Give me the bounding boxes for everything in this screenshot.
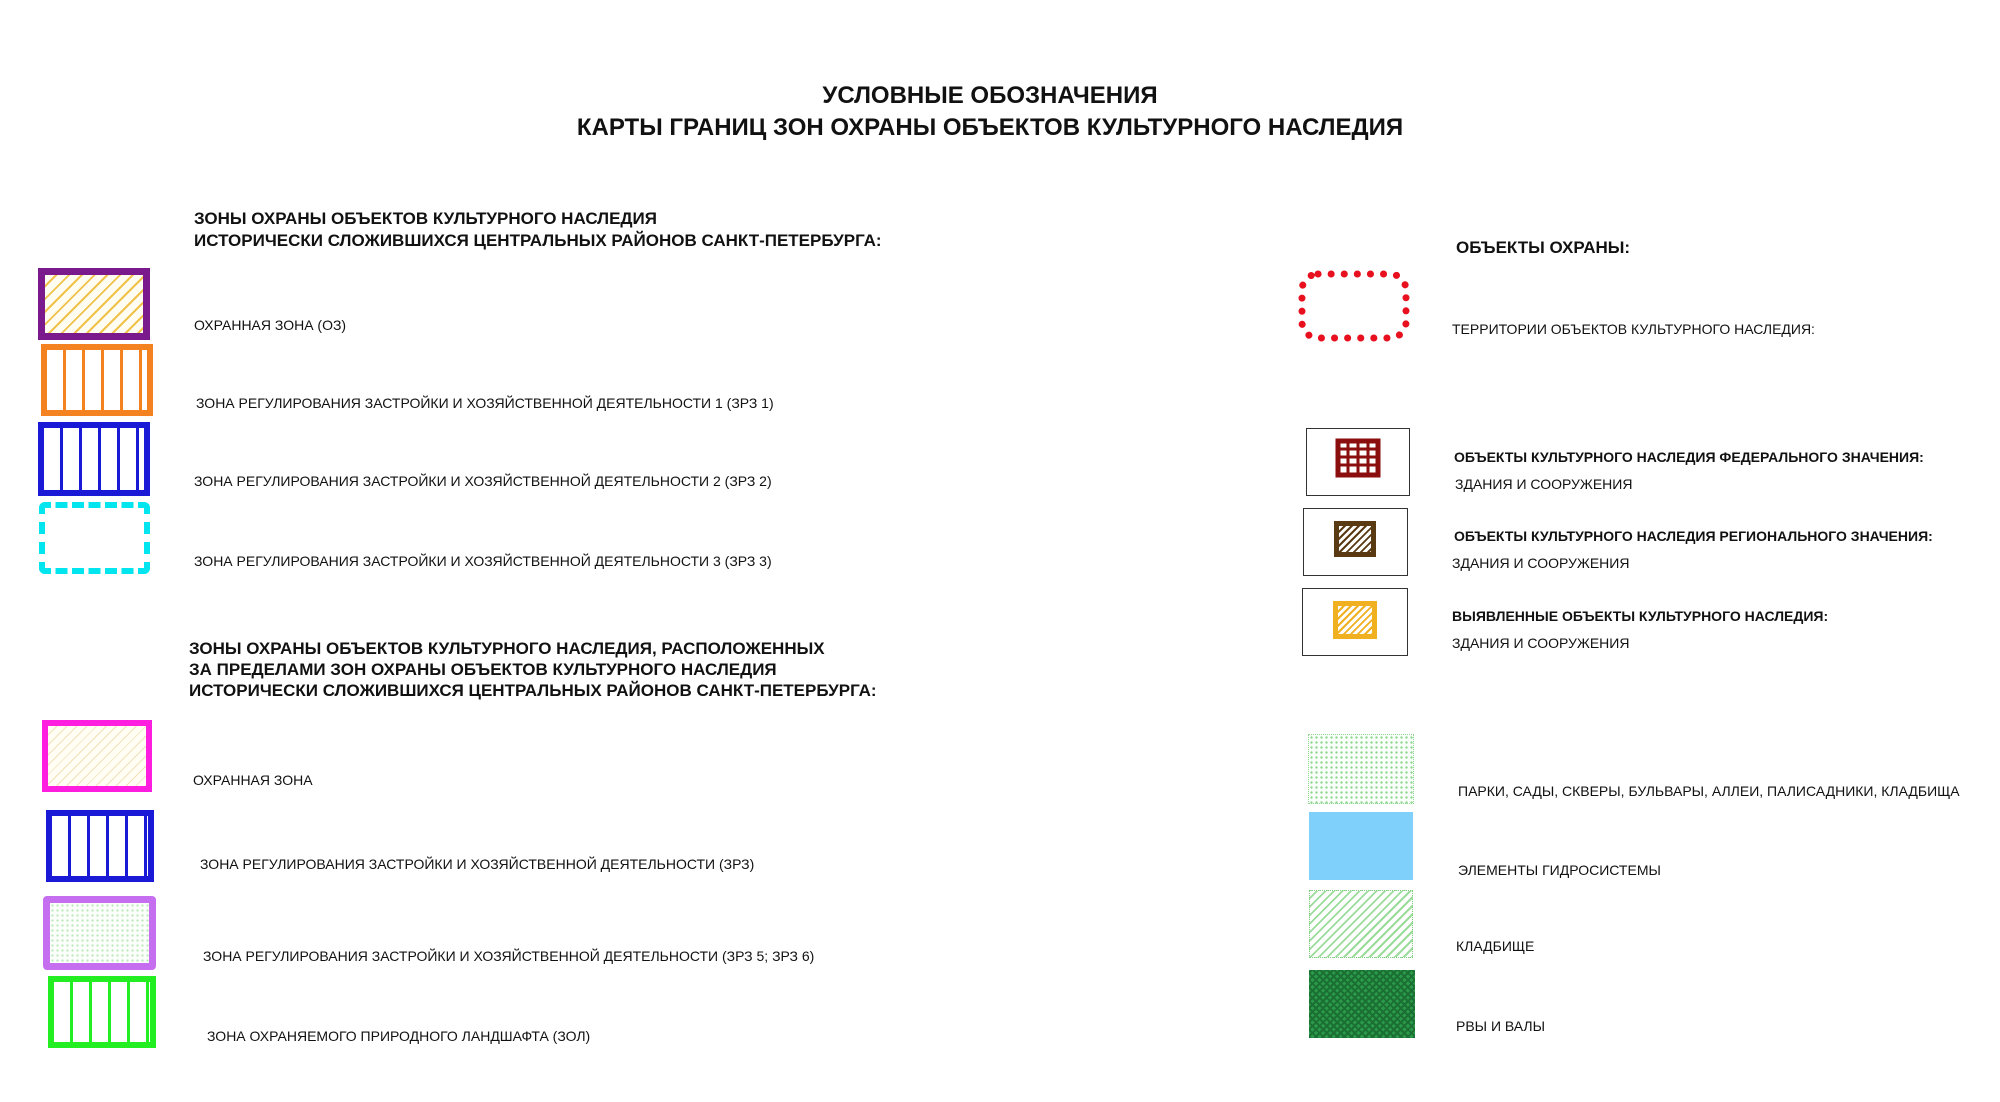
federal-object-sub: ЗДАНИЯ И СООРУЖЕНИЯ bbox=[1455, 476, 1633, 492]
federal-object-heading: ОБЪЕКТЫ КУЛЬТУРНОГО НАСЛЕДИЯ ФЕДЕРАЛЬНОГО ЗНАЧЕНИЯ: bbox=[1454, 449, 1924, 465]
water-symbol bbox=[1309, 812, 1413, 880]
parks-label: ПАРКИ, САДЫ, СКВЕРЫ, БУЛЬВАРЫ, АЛЛЕИ, ПАЛИСАДНИКИ, КЛАДБИЩА bbox=[1458, 783, 1960, 799]
oz-zone-label: ОХРАННАЯ ЗОНА (ОЗ) bbox=[194, 317, 347, 333]
zrz2-zone-label: ЗОНА РЕГУЛИРОВАНИЯ ЗАСТРОЙКИ И ХОЗЯЙСТВЕННОЙ ДЕЯТЕЛЬНОСТИ 2 (ЗРЗ 2) bbox=[194, 473, 772, 489]
ditches-symbol bbox=[1309, 970, 1415, 1038]
territory-label: ТЕРРИТОРИИ ОБЪЕКТОВ КУЛЬТУРНОГО НАСЛЕДИЯ: bbox=[1452, 321, 1815, 337]
section2-heading-line3: ИСТОРИЧЕСКИ СЛОЖИВШИХСЯ ЦЕНТРАЛЬНЫХ РАЙОНОВ САНКТ-ПЕТЕРБУРГА: bbox=[189, 681, 877, 700]
zol-zone-label: ЗОНА ОХРАНЯЕМОГО ПРИРОДНОГО ЛАНДШАФТА (ЗОЛ) bbox=[207, 1028, 591, 1044]
cemetery-symbol bbox=[1309, 890, 1413, 958]
legend-title-line1: УСЛОВНЫЕ ОБОЗНАЧЕНИЯ bbox=[822, 82, 1158, 109]
oz2-zone-label: ОХРАННАЯ ЗОНА bbox=[193, 772, 313, 788]
zrz1-zone-symbol bbox=[41, 344, 153, 416]
zol-zone-symbol bbox=[48, 976, 156, 1048]
zrz-zone-symbol bbox=[46, 810, 154, 882]
section1-heading-line2: ИСТОРИЧЕСКИ СЛОЖИВШИХСЯ ЦЕНТРАЛЬНЫХ РАЙОНОВ САНКТ-ПЕТЕРБУРГА: bbox=[194, 231, 882, 250]
legend-title-line2: КАРТЫ ГРАНИЦ ЗОН ОХРАНЫ ОБЪЕКТОВ КУЛЬТУРНОГО НАСЛЕДИЯ bbox=[576, 114, 1404, 141]
section2-heading-line2: ЗА ПРЕДЕЛАМИ ЗОН ОХРАНЫ ОБЪЕКТОВ КУЛЬТУРНОГО НАСЛЕДИЯ bbox=[189, 660, 777, 679]
section2-heading-line1: ЗОНЫ ОХРАНЫ ОБЪЕКТОВ КУЛЬТУРНОГО НАСЛЕДИЯ, РАСПОЛОЖЕННЫХ bbox=[189, 639, 825, 658]
zrz-zone-label: ЗОНА РЕГУЛИРОВАНИЯ ЗАСТРОЙКИ И ХОЗЯЙСТВЕННОЙ ДЕЯТЕЛЬНОСТИ (ЗРЗ) bbox=[200, 856, 755, 872]
identified-object-symbol bbox=[1333, 601, 1377, 639]
federal-object-frame bbox=[1306, 428, 1410, 496]
identified-object-frame bbox=[1302, 588, 1408, 656]
water-label: ЭЛЕМЕНТЫ ГИДРОСИСТЕМЫ bbox=[1458, 862, 1661, 878]
objects-heading: ОБЪЕКТЫ ОХРАНЫ: bbox=[1456, 238, 1631, 257]
cemetery-label: КЛАДБИЩЕ bbox=[1456, 938, 1535, 954]
oz-zone-symbol bbox=[38, 268, 150, 340]
identified-object-sub: ЗДАНИЯ И СООРУЖЕНИЯ bbox=[1452, 635, 1630, 651]
regional-object-symbol bbox=[1334, 521, 1376, 557]
regional-object-frame bbox=[1303, 508, 1408, 576]
zrz1-zone-label: ЗОНА РЕГУЛИРОВАНИЯ ЗАСТРОЙКИ И ХОЗЯЙСТВЕННОЙ ДЕЯТЕЛЬНОСТИ 1 (ЗРЗ 1) bbox=[196, 395, 774, 411]
ditches-label: РВЫ И ВАЛЫ bbox=[1456, 1018, 1546, 1034]
zrz3-zone-label: ЗОНА РЕГУЛИРОВАНИЯ ЗАСТРОЙКИ И ХОЗЯЙСТВЕННОЙ ДЕЯТЕЛЬНОСТИ 3 (ЗРЗ 3) bbox=[194, 553, 772, 569]
parks-symbol bbox=[1308, 734, 1414, 804]
regional-object-heading: ОБЪЕКТЫ КУЛЬТУРНОГО НАСЛЕДИЯ РЕГИОНАЛЬНОГО ЗНАЧЕНИЯ: bbox=[1454, 528, 1933, 544]
zrz2-zone-symbol bbox=[38, 422, 150, 496]
identified-object-heading: ВЫЯВЛЕННЫЕ ОБЪЕКТЫ КУЛЬТУРНОГО НАСЛЕДИЯ: bbox=[1452, 608, 1829, 624]
oz2-zone-symbol bbox=[42, 720, 152, 792]
section1-heading-line1: ЗОНЫ ОХРАНЫ ОБЪЕКТОВ КУЛЬТУРНОГО НАСЛЕДИЯ bbox=[194, 209, 657, 228]
territory-symbol bbox=[1296, 268, 1412, 344]
federal-object-symbol bbox=[1307, 429, 1408, 494]
zrz3-zone-symbol bbox=[39, 502, 150, 574]
zrz56-zone-symbol bbox=[43, 896, 156, 970]
regional-object-sub: ЗДАНИЯ И СООРУЖЕНИЯ bbox=[1452, 555, 1630, 571]
zrz56-zone-label: ЗОНА РЕГУЛИРОВАНИЯ ЗАСТРОЙКИ И ХОЗЯЙСТВЕННОЙ ДЕЯТЕЛЬНОСТИ (ЗРЗ 5; ЗРЗ 6) bbox=[203, 948, 815, 964]
